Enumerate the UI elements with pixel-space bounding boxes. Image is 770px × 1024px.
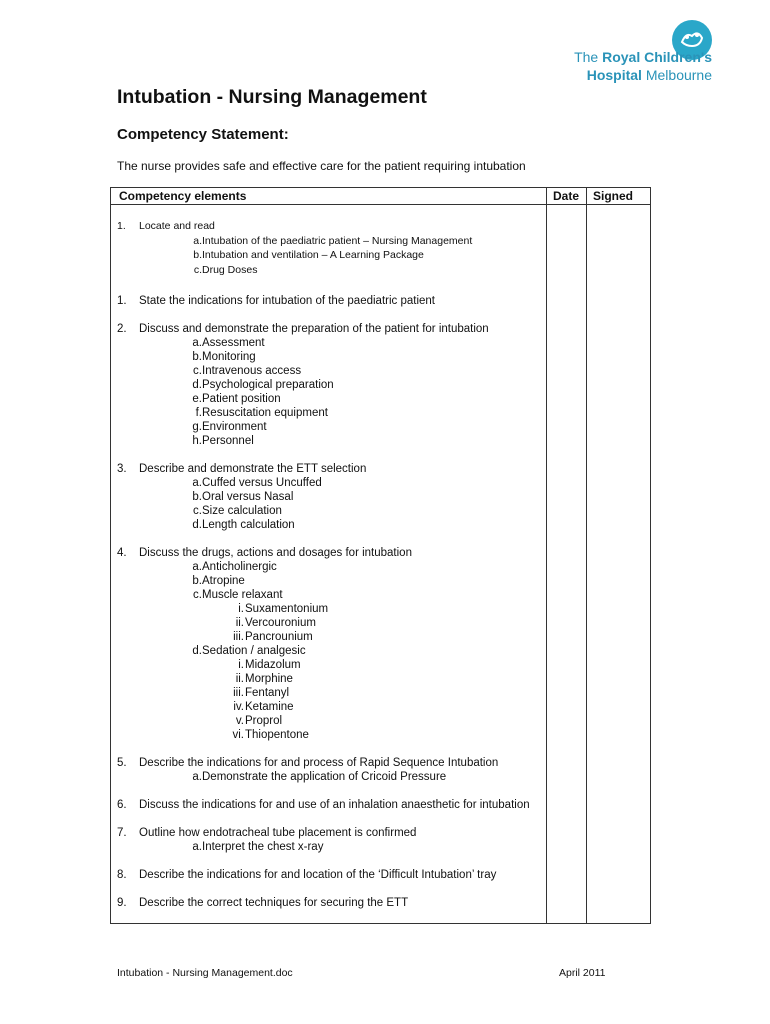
sub-item-text: Intubation of the paediatric patient – Nursing Management	[202, 234, 473, 247]
item-number: 4.	[117, 547, 127, 559]
sub-item-marker: d.	[192, 379, 202, 391]
list-item	[111, 322, 546, 448]
sub-sub-item-marker: ii.	[235, 617, 244, 629]
sub-item-marker: d.	[192, 645, 202, 657]
sub-item-marker: b.	[192, 351, 202, 363]
sub-sub-item-marker: v.	[235, 715, 244, 727]
sub-item-text: Muscle relaxant	[202, 589, 283, 601]
sub-item	[111, 434, 546, 448]
sub-item-marker: a.	[192, 561, 202, 573]
sub-item	[111, 490, 546, 504]
sub-item-text: Oral versus Nasal	[202, 491, 294, 503]
sub-item-text: Cuffed versus Uncuffed	[202, 477, 322, 489]
sub-item-text: Size calculation	[202, 505, 282, 517]
sub-sub-item-marker: i.	[238, 659, 244, 671]
list-item	[111, 826, 546, 854]
sub-sub-item	[111, 700, 546, 714]
sub-item-text: Intubation and ventilation – A Learning Package	[202, 249, 424, 261]
sub-item-marker: c.	[193, 589, 202, 601]
sub-item-text: Sedation / analgesic	[202, 645, 306, 657]
item-text: State the indications for intubation of the paediatric patient	[139, 295, 436, 307]
sub-item-marker: a.	[192, 477, 202, 489]
list-item	[111, 798, 546, 812]
sub-item-marker: a.	[193, 234, 202, 247]
sub-item	[111, 234, 546, 249]
sub-sub-item-text: Morphine	[245, 673, 293, 685]
sub-item-marker: h.	[192, 435, 202, 447]
sub-sub-item	[111, 728, 546, 742]
header-competency-elements: Competency elements	[119, 189, 247, 203]
sub-item	[111, 644, 546, 658]
item-text: Discuss the indications for and use of an inhalation anaesthetic for intubation	[139, 799, 530, 811]
sub-item-marker: a.	[192, 841, 202, 853]
signed-column-divider	[586, 188, 587, 923]
sub-item-marker: f.	[195, 407, 202, 419]
list-item	[111, 896, 546, 910]
sub-sub-item	[111, 658, 546, 672]
item-number: 1.	[117, 295, 127, 307]
header-date: Date	[553, 189, 580, 203]
sub-item	[111, 476, 546, 490]
sub-item-marker: d.	[192, 519, 202, 531]
sub-item	[111, 263, 546, 278]
competency-list	[111, 219, 546, 910]
sub-item	[111, 364, 546, 378]
sub-item-marker: g.	[192, 421, 202, 433]
sub-item-text: Anticholinergic	[202, 561, 277, 573]
list-item	[111, 868, 546, 882]
sub-item	[111, 336, 546, 350]
sub-sub-item	[111, 616, 546, 630]
sub-sub-item-text: Fentanyl	[245, 687, 290, 699]
item-text: Discuss the drugs, actions and dosages for intubation	[139, 547, 412, 559]
sub-item-marker: c.	[193, 505, 202, 517]
sub-item-text: Psychological preparation	[202, 379, 334, 391]
header-divider	[111, 204, 650, 205]
sub-item-text: Atropine	[202, 575, 245, 587]
sub-sub-item	[111, 672, 546, 686]
sub-item	[111, 406, 546, 420]
sub-item-text: Resuscitation equipment	[202, 407, 328, 419]
sub-item-marker: c.	[193, 365, 202, 377]
item-number: 2.	[117, 323, 127, 335]
sub-item-text: Demonstrate the application of Cricoid Pressure	[202, 771, 447, 783]
sub-sub-item	[111, 602, 546, 616]
item-number: 3.	[117, 463, 127, 475]
list-item	[111, 462, 546, 532]
sub-item	[111, 378, 546, 392]
footer-filename: Intubation - Nursing Management.doc	[117, 967, 293, 979]
sub-sub-item-text: Midazolum	[245, 659, 301, 671]
sub-item-marker: a.	[192, 337, 202, 349]
sub-item-text: Drug Doses	[202, 263, 258, 276]
sub-sub-item-marker: vi.	[232, 729, 244, 741]
logo-wordmark: The Royal Children's Hospital Melbourne	[574, 49, 712, 83]
sub-item-marker: b.	[192, 575, 202, 587]
page-title: Intubation - Nursing Management	[117, 86, 427, 108]
item-text: Discuss and demonstrate the preparation of the patient for intubation	[139, 323, 489, 335]
sub-item-text: Personnel	[202, 435, 254, 447]
sub-item-marker: c.	[193, 263, 202, 276]
item-text: Describe the correct techniques for securing the ETT	[139, 897, 409, 909]
item-number: 6.	[117, 799, 127, 811]
footer-date: April 2011	[559, 967, 606, 979]
item-text: Describe the indications for and process of Rapid Sequence Intubation	[139, 757, 499, 769]
section-heading: Competency Statement:	[117, 126, 289, 143]
sub-sub-item	[111, 630, 546, 644]
sub-sub-item-marker: iv.	[233, 701, 244, 713]
item-number: 1.	[117, 220, 126, 232]
sub-item	[111, 770, 546, 784]
list-item	[111, 219, 546, 277]
sub-item-text: Intravenous access	[202, 365, 302, 377]
sub-item-text: Interpret the chest x-ray	[202, 841, 324, 853]
item-number: 5.	[117, 757, 127, 769]
sub-sub-item	[111, 714, 546, 728]
item-text: Outline how endotracheal tube placement is confirmed	[139, 827, 417, 839]
item-text: Describe and demonstrate the ETT selection	[139, 463, 367, 475]
sub-item-marker: b.	[192, 491, 202, 503]
sub-sub-item-text: Ketamine	[245, 701, 294, 713]
sub-item	[111, 248, 546, 263]
sub-sub-item-marker: iii.	[233, 631, 244, 643]
list-item	[111, 294, 546, 308]
sub-item	[111, 574, 546, 588]
sub-item	[111, 560, 546, 574]
sub-item-marker: b.	[193, 249, 202, 261]
date-column-divider	[546, 188, 547, 923]
sub-item	[111, 350, 546, 364]
sub-item-marker: e.	[192, 393, 202, 405]
competency-table	[110, 187, 651, 924]
item-text: Locate and read	[139, 220, 215, 232]
sub-item-marker: a.	[192, 771, 202, 783]
header-signed: Signed	[593, 189, 634, 203]
sub-item	[111, 518, 546, 532]
sub-item	[111, 392, 546, 406]
sub-item	[111, 504, 546, 518]
sub-item-text: Length calculation	[202, 519, 295, 531]
sub-sub-item-marker: iii.	[233, 687, 244, 699]
sub-item-text: Monitoring	[202, 351, 256, 363]
sub-item	[111, 588, 546, 602]
sub-sub-item-text: Pancrounium	[245, 631, 313, 643]
item-text: Describe the indications for and location of the ‘Difficult Intubation’ tray	[139, 869, 497, 881]
item-number: 9.	[117, 897, 127, 909]
competency-statement: The nurse provides safe and effective care for the patient requiring intubation	[117, 159, 526, 173]
sub-sub-item-text: Vercouronium	[245, 617, 316, 629]
item-number: 8.	[117, 869, 127, 881]
list-item	[111, 756, 546, 784]
sub-item-text: Environment	[202, 421, 267, 433]
item-number: 7.	[117, 827, 127, 839]
sub-item-text: Assessment	[202, 337, 265, 349]
sub-sub-item-marker: ii.	[235, 673, 244, 685]
sub-sub-item-text: Thiopentone	[245, 729, 309, 741]
sub-sub-item-marker: i.	[238, 603, 244, 615]
list-item	[111, 546, 546, 742]
sub-item	[111, 420, 546, 434]
sub-sub-item-text: Suxamentonium	[245, 603, 329, 615]
sub-item	[111, 840, 546, 854]
hospital-logo	[512, 20, 712, 82]
sub-sub-item-text: Proprol	[245, 715, 283, 727]
sub-item-text: Patient position	[202, 393, 281, 405]
sub-sub-item	[111, 686, 546, 700]
